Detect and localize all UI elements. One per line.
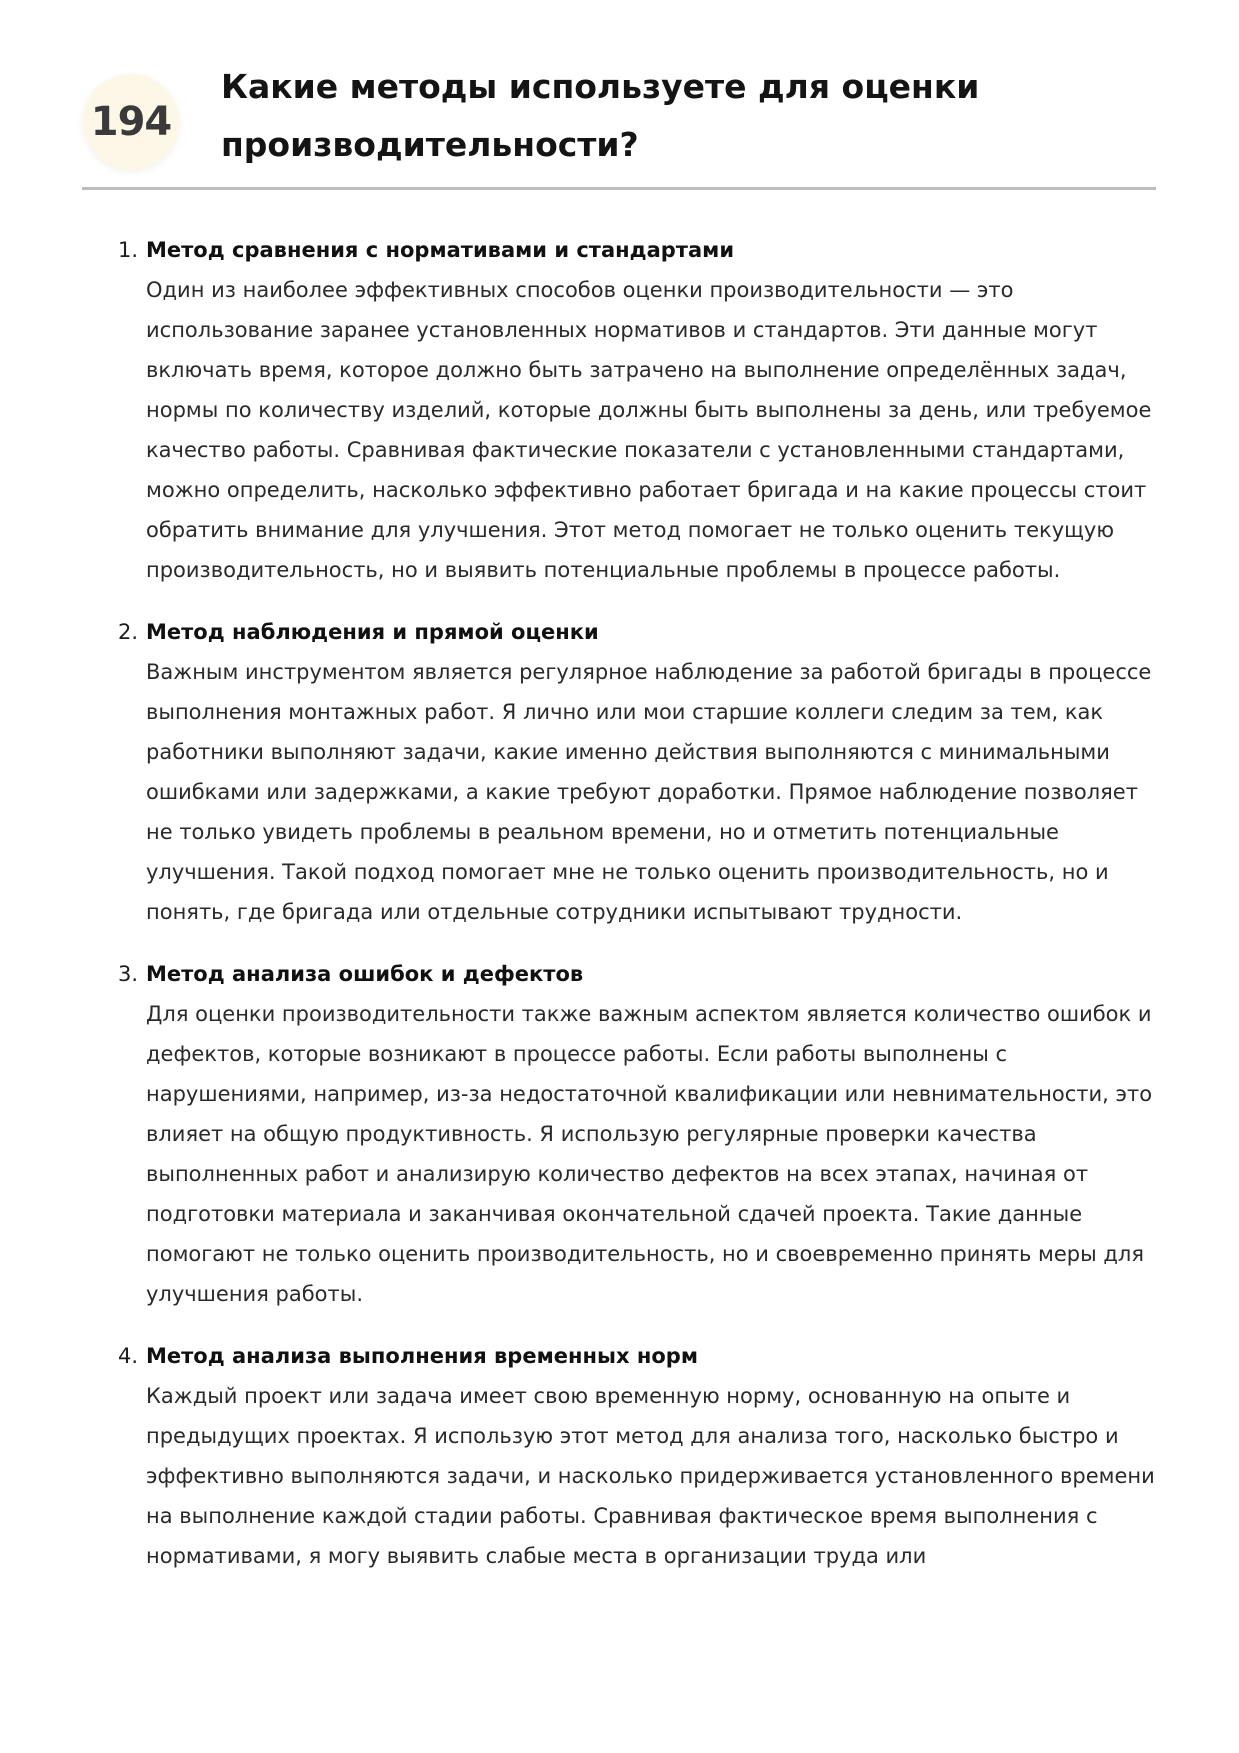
page-title: Какие методы используете для оценки производительности?: [221, 67, 980, 164]
method-description: Каждый проект или задача имеет свою временную норму, основанную на опыте и предыдущих проектах. Я использую этот метод для анализа того, насколько быстро и эффективно выполняются задачи, и насколько придерживается установленного времени на выполнение каждой стадии работы. Сравнивая фактическое время выполнения с нормативами, я могу выявить слабые места в организации труда или: [146, 1384, 1155, 1568]
question-header: [82, 50, 1156, 188]
answer-content: [118, 232, 1156, 1600]
method-title: Метод анализа ошибок и дефектов: [146, 962, 584, 986]
method-title: Метод наблюдения и прямой оценки: [146, 620, 599, 644]
list-item-number: 3.: [118, 962, 139, 986]
list-item-number: 4.: [118, 1344, 139, 1368]
header-divider: [82, 187, 1156, 190]
method-title: Метод анализа выполнения временных норм: [146, 1344, 698, 1368]
list-item-number: 1.: [118, 238, 139, 262]
question-number: 194: [90, 99, 172, 145]
list-item: [118, 1338, 1156, 1576]
methods-list: [118, 232, 1156, 1576]
list-item: [118, 956, 1156, 1314]
list-item-number: 2.: [118, 620, 139, 644]
method-description: Один из наиболее эффективных способов оценки производительности — это использование заранее установленных нормативов и стандартов. Эти данные могут включать время, которое должно быть затрачено на выполнение определённых задач, нормы по количеству изделий, которые должны быть выполнены за день, или требуемое качество работы. Сравнивая фактические показатели с установленными стандартами, можно определить, насколько эффективно работает бригада и на какие процессы стоит обратить внимание для улучшения. Этот метод помогает не только оценить текущую производительность, но и выявить потенциальные проблемы в процессе работы.: [146, 278, 1152, 582]
list-item: [118, 614, 1156, 932]
method-description: Важным инструментом является регулярное наблюдение за работой бригады в процессе выполнения монтажных работ. Я лично или мои старшие коллеги следим за тем, как работники выполняют задачи, какие именно действия выполняются с минимальными ошибками или задержками, а какие требуют доработки. Прямое наблюдение позволяет не только увидеть проблемы в реальном времени, но и отметить потенциальные улучшения. Такой подход помогает мне не только оценить производительность, но и понять, где бригада или отдельные сотрудники испытывают трудности.: [146, 660, 1152, 924]
list-item: [118, 232, 1156, 590]
method-title: Метод сравнения с нормативами и стандартами: [146, 238, 735, 262]
question-number-badge: [83, 74, 179, 170]
method-description: Для оценки производительности также важным аспектом является количество ошибок и дефектов, которые возникают в процессе работы. Если работы выполнены с нарушениями, например, из-за недостаточной квалификации или невнимательности, это влияет на общую продуктивность. Я использую регулярные проверки качества выполненных работ и анализирую количество дефектов на всех этапах, начиная от подготовки материала и заканчивая окончательной сдачей проекта. Такие данные помогают не только оценить производительность, но и своевременно принять меры для улучшения работы.: [146, 1002, 1153, 1306]
